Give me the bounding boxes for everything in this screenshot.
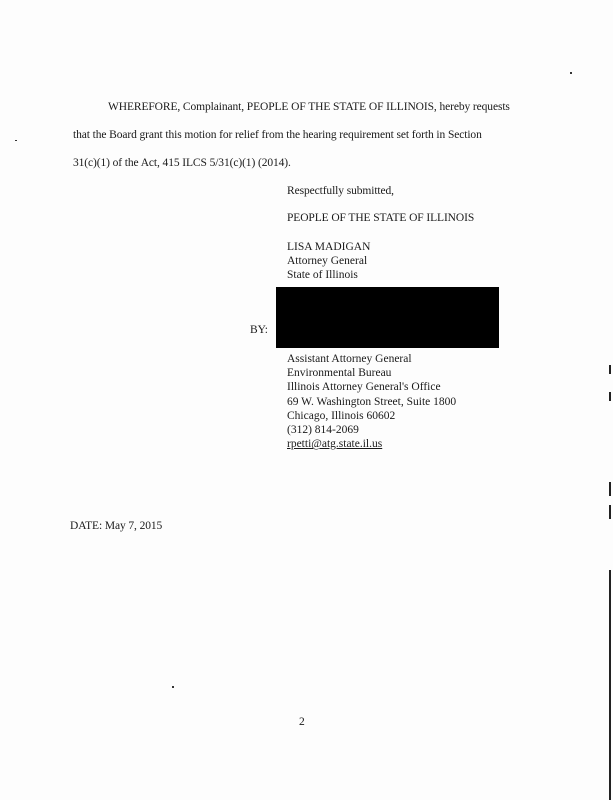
page-number: 2 xyxy=(299,716,305,728)
attorney-name: LISA MADIGAN xyxy=(287,241,371,253)
scan-edge-mark xyxy=(609,505,611,519)
date-line: DATE: May 7, 2015 xyxy=(70,520,163,532)
phone-number: (312) 814-2069 xyxy=(287,424,359,437)
signer-title: Assistant Attorney General xyxy=(287,353,412,365)
closing: Respectfully submitted, xyxy=(287,185,394,197)
state-name: State of Illinois xyxy=(287,269,358,282)
attorney-title: Attorney General xyxy=(287,255,368,268)
scan-edge-mark xyxy=(609,392,611,401)
street-address: 69 W. Washington Street, Suite 1800 xyxy=(287,395,457,408)
body-line-3: 31(c)(1) of the Act, 415 ILCS 5/31(c)(1) (2014). xyxy=(73,157,291,169)
scan-speck xyxy=(570,72,572,74)
scan-speck xyxy=(172,686,174,688)
scan-edge-mark xyxy=(609,570,611,800)
body-line-2: that the Board grant this motion for relief from the hearing requirement set forth in Section xyxy=(73,129,482,141)
attorney-general-block xyxy=(287,240,370,283)
city-address: Chicago, Illinois 60602 xyxy=(287,409,396,422)
by-label: BY: xyxy=(250,324,268,336)
party-name: PEOPLE OF THE STATE OF ILLINOIS xyxy=(287,212,475,224)
bureau-name: Environmental Bureau xyxy=(287,367,392,380)
signer-block xyxy=(287,352,456,451)
scan-speck xyxy=(15,140,17,141)
office-name: Illinois Attorney General's Office xyxy=(287,381,441,394)
body-line-1: WHEREFORE, Complainant, PEOPLE OF THE STATE OF ILLINOIS, hereby requests xyxy=(108,101,510,113)
scan-edge-mark xyxy=(609,482,611,496)
email-address: rpetti@atg.state.il.us xyxy=(287,438,383,451)
scan-edge-mark xyxy=(609,365,611,374)
signature-redaction xyxy=(276,287,499,348)
